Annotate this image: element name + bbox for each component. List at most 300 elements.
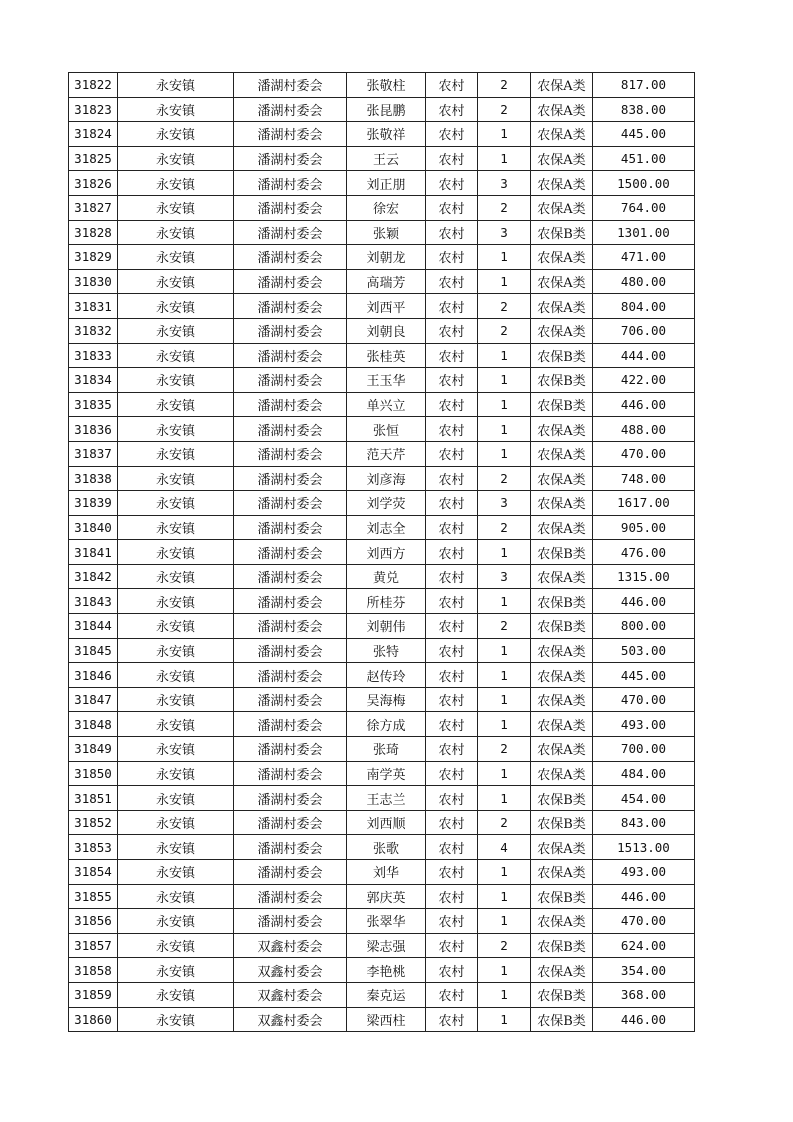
cell-insurance-category: 农保A类	[531, 515, 593, 540]
cell-amount: 1500.00	[593, 171, 695, 196]
cell-insurance-category: 农保B类	[531, 933, 593, 958]
cell-person-name: 张琦	[347, 737, 426, 762]
cell-village-committee: 潘湖村委会	[234, 712, 347, 737]
cell-town: 永安镇	[118, 392, 234, 417]
cell-person-name: 刘朝伟	[347, 614, 426, 639]
cell-area-type: 农村	[426, 909, 478, 934]
cell-record-id: 31859	[69, 982, 118, 1007]
cell-area-type: 农村	[426, 933, 478, 958]
cell-household-size: 2	[478, 195, 531, 220]
cell-insurance-category: 农保A类	[531, 318, 593, 343]
cell-town: 永安镇	[118, 933, 234, 958]
table-row	[69, 73, 695, 98]
cell-village-committee: 潘湖村委会	[234, 294, 347, 319]
cell-person-name: 王云	[347, 146, 426, 171]
cell-person-name: 所桂芬	[347, 589, 426, 614]
table-row	[69, 1007, 695, 1032]
table-row	[69, 909, 695, 934]
table-row	[69, 491, 695, 516]
cell-village-committee: 潘湖村委会	[234, 245, 347, 270]
cell-insurance-category: 农保A类	[531, 97, 593, 122]
cell-village-committee: 潘湖村委会	[234, 466, 347, 491]
cell-town: 永安镇	[118, 860, 234, 885]
cell-person-name: 刘西平	[347, 294, 426, 319]
cell-village-committee: 潘湖村委会	[234, 417, 347, 442]
cell-town: 永安镇	[118, 786, 234, 811]
cell-household-size: 2	[478, 810, 531, 835]
cell-area-type: 农村	[426, 441, 478, 466]
cell-person-name: 刘志全	[347, 515, 426, 540]
cell-village-committee: 双鑫村委会	[234, 1007, 347, 1032]
cell-record-id: 31843	[69, 589, 118, 614]
cell-area-type: 农村	[426, 195, 478, 220]
cell-village-committee: 潘湖村委会	[234, 860, 347, 885]
cell-amount: 470.00	[593, 441, 695, 466]
cell-insurance-category: 农保A类	[531, 737, 593, 762]
cell-record-id: 31828	[69, 220, 118, 245]
cell-record-id: 31834	[69, 368, 118, 393]
cell-insurance-category: 农保A类	[531, 73, 593, 98]
cell-amount: 444.00	[593, 343, 695, 368]
cell-town: 永安镇	[118, 269, 234, 294]
cell-town: 永安镇	[118, 368, 234, 393]
cell-area-type: 农村	[426, 392, 478, 417]
cell-record-id: 31850	[69, 761, 118, 786]
table-row	[69, 786, 695, 811]
cell-area-type: 农村	[426, 146, 478, 171]
table-row	[69, 368, 695, 393]
cell-amount: 905.00	[593, 515, 695, 540]
cell-village-committee: 双鑫村委会	[234, 933, 347, 958]
cell-town: 永安镇	[118, 540, 234, 565]
cell-amount: 1315.00	[593, 564, 695, 589]
cell-insurance-category: 农保B类	[531, 614, 593, 639]
cell-village-committee: 潘湖村委会	[234, 491, 347, 516]
cell-village-committee: 潘湖村委会	[234, 171, 347, 196]
cell-amount: 484.00	[593, 761, 695, 786]
cell-household-size: 2	[478, 73, 531, 98]
table-row	[69, 687, 695, 712]
cell-insurance-category: 农保A类	[531, 441, 593, 466]
cell-insurance-category: 农保A类	[531, 909, 593, 934]
cell-person-name: 范天芹	[347, 441, 426, 466]
cell-village-committee: 潘湖村委会	[234, 441, 347, 466]
table-row	[69, 958, 695, 983]
cell-household-size: 1	[478, 122, 531, 147]
cell-record-id: 31846	[69, 663, 118, 688]
table-row	[69, 294, 695, 319]
cell-village-committee: 潘湖村委会	[234, 687, 347, 712]
cell-person-name: 黄兑	[347, 564, 426, 589]
cell-area-type: 农村	[426, 171, 478, 196]
table-row	[69, 171, 695, 196]
cell-area-type: 农村	[426, 786, 478, 811]
cell-town: 永安镇	[118, 909, 234, 934]
cell-household-size: 1	[478, 958, 531, 983]
cell-person-name: 张敬祥	[347, 122, 426, 147]
cell-town: 永安镇	[118, 638, 234, 663]
cell-village-committee: 潘湖村委会	[234, 909, 347, 934]
cell-amount: 454.00	[593, 786, 695, 811]
cell-amount: 368.00	[593, 982, 695, 1007]
cell-household-size: 1	[478, 1007, 531, 1032]
cell-area-type: 农村	[426, 810, 478, 835]
cell-insurance-category: 农保A类	[531, 835, 593, 860]
cell-insurance-category: 农保A类	[531, 712, 593, 737]
cell-record-id: 31849	[69, 737, 118, 762]
cell-amount: 470.00	[593, 909, 695, 934]
cell-area-type: 农村	[426, 515, 478, 540]
cell-area-type: 农村	[426, 368, 478, 393]
cell-area-type: 农村	[426, 884, 478, 909]
cell-insurance-category: 农保A类	[531, 146, 593, 171]
table-row	[69, 466, 695, 491]
cell-household-size: 1	[478, 712, 531, 737]
cell-town: 永安镇	[118, 466, 234, 491]
cell-record-id: 31825	[69, 146, 118, 171]
cell-area-type: 农村	[426, 958, 478, 983]
cell-household-size: 1	[478, 589, 531, 614]
cell-household-size: 1	[478, 687, 531, 712]
cell-person-name: 张恒	[347, 417, 426, 442]
cell-person-name: 秦克运	[347, 982, 426, 1007]
cell-household-size: 1	[478, 441, 531, 466]
cell-record-id: 31839	[69, 491, 118, 516]
cell-area-type: 农村	[426, 614, 478, 639]
cell-amount: 1617.00	[593, 491, 695, 516]
cell-area-type: 农村	[426, 466, 478, 491]
cell-town: 永安镇	[118, 982, 234, 1007]
cell-household-size: 2	[478, 318, 531, 343]
cell-insurance-category: 农保A类	[531, 269, 593, 294]
cell-area-type: 农村	[426, 1007, 478, 1032]
cell-amount: 764.00	[593, 195, 695, 220]
table-row	[69, 835, 695, 860]
cell-person-name: 郭庆英	[347, 884, 426, 909]
cell-area-type: 农村	[426, 343, 478, 368]
cell-village-committee: 潘湖村委会	[234, 564, 347, 589]
cell-household-size: 1	[478, 540, 531, 565]
cell-village-committee: 双鑫村委会	[234, 982, 347, 1007]
cell-town: 永安镇	[118, 171, 234, 196]
cell-record-id: 31837	[69, 441, 118, 466]
cell-household-size: 4	[478, 835, 531, 860]
cell-insurance-category: 农保B类	[531, 343, 593, 368]
cell-record-id: 31853	[69, 835, 118, 860]
table-row	[69, 810, 695, 835]
cell-household-size: 3	[478, 220, 531, 245]
cell-village-committee: 潘湖村委会	[234, 343, 347, 368]
cell-area-type: 农村	[426, 860, 478, 885]
cell-village-committee: 潘湖村委会	[234, 368, 347, 393]
cell-town: 永安镇	[118, 515, 234, 540]
cell-village-committee: 潘湖村委会	[234, 540, 347, 565]
table-row	[69, 220, 695, 245]
cell-village-committee: 潘湖村委会	[234, 318, 347, 343]
cell-record-id: 31842	[69, 564, 118, 589]
cell-amount: 748.00	[593, 466, 695, 491]
cell-insurance-category: 农保A类	[531, 195, 593, 220]
cell-town: 永安镇	[118, 712, 234, 737]
cell-village-committee: 潘湖村委会	[234, 269, 347, 294]
cell-village-committee: 潘湖村委会	[234, 122, 347, 147]
cell-amount: 446.00	[593, 884, 695, 909]
table-row	[69, 663, 695, 688]
cell-person-name: 刘彦海	[347, 466, 426, 491]
cell-person-name: 梁西柱	[347, 1007, 426, 1032]
cell-insurance-category: 农保A类	[531, 958, 593, 983]
cell-insurance-category: 农保A类	[531, 491, 593, 516]
cell-record-id: 31840	[69, 515, 118, 540]
table-row	[69, 343, 695, 368]
cell-village-committee: 潘湖村委会	[234, 73, 347, 98]
table-row	[69, 933, 695, 958]
cell-area-type: 农村	[426, 491, 478, 516]
cell-person-name: 张翠华	[347, 909, 426, 934]
cell-amount: 503.00	[593, 638, 695, 663]
cell-area-type: 农村	[426, 220, 478, 245]
cell-village-committee: 双鑫村委会	[234, 958, 347, 983]
cell-household-size: 2	[478, 294, 531, 319]
cell-household-size: 1	[478, 860, 531, 885]
cell-amount: 451.00	[593, 146, 695, 171]
table-row	[69, 589, 695, 614]
cell-town: 永安镇	[118, 884, 234, 909]
table-row	[69, 860, 695, 885]
cell-insurance-category: 农保A类	[531, 638, 593, 663]
cell-household-size: 1	[478, 417, 531, 442]
cell-village-committee: 潘湖村委会	[234, 392, 347, 417]
cell-person-name: 刘正朋	[347, 171, 426, 196]
cell-household-size: 1	[478, 343, 531, 368]
cell-household-size: 1	[478, 909, 531, 934]
table-row	[69, 614, 695, 639]
cell-person-name: 张桂英	[347, 343, 426, 368]
cell-area-type: 农村	[426, 417, 478, 442]
cell-household-size: 1	[478, 392, 531, 417]
cell-village-committee: 潘湖村委会	[234, 515, 347, 540]
cell-town: 永安镇	[118, 122, 234, 147]
cell-amount: 804.00	[593, 294, 695, 319]
cell-record-id: 31838	[69, 466, 118, 491]
cell-record-id: 31823	[69, 97, 118, 122]
cell-village-committee: 潘湖村委会	[234, 195, 347, 220]
cell-insurance-category: 农保A类	[531, 245, 593, 270]
cell-person-name: 单兴立	[347, 392, 426, 417]
cell-person-name: 张歌	[347, 835, 426, 860]
cell-town: 永安镇	[118, 195, 234, 220]
table-body	[69, 73, 695, 1032]
cell-person-name: 徐宏	[347, 195, 426, 220]
cell-village-committee: 潘湖村委会	[234, 786, 347, 811]
cell-record-id: 31835	[69, 392, 118, 417]
cell-person-name: 王玉华	[347, 368, 426, 393]
cell-person-name: 李艳桃	[347, 958, 426, 983]
table-row	[69, 269, 695, 294]
cell-person-name: 梁志强	[347, 933, 426, 958]
cell-amount: 706.00	[593, 318, 695, 343]
cell-insurance-category: 农保B类	[531, 810, 593, 835]
cell-village-committee: 潘湖村委会	[234, 614, 347, 639]
cell-insurance-category: 农保A类	[531, 663, 593, 688]
cell-town: 永安镇	[118, 663, 234, 688]
cell-insurance-category: 农保A类	[531, 417, 593, 442]
cell-insurance-category: 农保B类	[531, 392, 593, 417]
cell-area-type: 农村	[426, 564, 478, 589]
cell-town: 永安镇	[118, 958, 234, 983]
cell-insurance-category: 农保A类	[531, 466, 593, 491]
cell-area-type: 农村	[426, 73, 478, 98]
cell-record-id: 31844	[69, 614, 118, 639]
cell-area-type: 农村	[426, 540, 478, 565]
cell-insurance-category: 农保B类	[531, 589, 593, 614]
cell-amount: 800.00	[593, 614, 695, 639]
cell-area-type: 农村	[426, 982, 478, 1007]
table-row	[69, 441, 695, 466]
cell-amount: 422.00	[593, 368, 695, 393]
table-row	[69, 97, 695, 122]
cell-person-name: 刘西顺	[347, 810, 426, 835]
cell-town: 永安镇	[118, 761, 234, 786]
cell-person-name: 张昆鹏	[347, 97, 426, 122]
cell-amount: 493.00	[593, 712, 695, 737]
cell-record-id: 31822	[69, 73, 118, 98]
table-row	[69, 638, 695, 663]
cell-household-size: 3	[478, 564, 531, 589]
cell-record-id: 31833	[69, 343, 118, 368]
cell-village-committee: 潘湖村委会	[234, 589, 347, 614]
cell-town: 永安镇	[118, 491, 234, 516]
cell-amount: 493.00	[593, 860, 695, 885]
cell-insurance-category: 农保B类	[531, 884, 593, 909]
cell-insurance-category: 农保A类	[531, 761, 593, 786]
cell-record-id: 31824	[69, 122, 118, 147]
cell-area-type: 农村	[426, 294, 478, 319]
cell-record-id: 31860	[69, 1007, 118, 1032]
cell-town: 永安镇	[118, 810, 234, 835]
cell-amount: 700.00	[593, 737, 695, 762]
cell-area-type: 农村	[426, 663, 478, 688]
cell-insurance-category: 农保B类	[531, 1007, 593, 1032]
cell-area-type: 农村	[426, 269, 478, 294]
table-row	[69, 122, 695, 147]
cell-area-type: 农村	[426, 761, 478, 786]
cell-amount: 1513.00	[593, 835, 695, 860]
cell-town: 永安镇	[118, 97, 234, 122]
cell-record-id: 31852	[69, 810, 118, 835]
cell-area-type: 农村	[426, 835, 478, 860]
cell-town: 永安镇	[118, 73, 234, 98]
cell-person-name: 赵传玲	[347, 663, 426, 688]
cell-household-size: 1	[478, 638, 531, 663]
cell-insurance-category: 农保A类	[531, 171, 593, 196]
cell-village-committee: 潘湖村委会	[234, 835, 347, 860]
cell-person-name: 徐方成	[347, 712, 426, 737]
cell-village-committee: 潘湖村委会	[234, 146, 347, 171]
cell-household-size: 2	[478, 737, 531, 762]
cell-town: 永安镇	[118, 343, 234, 368]
cell-village-committee: 潘湖村委会	[234, 97, 347, 122]
cell-town: 永安镇	[118, 146, 234, 171]
cell-insurance-category: 农保A类	[531, 860, 593, 885]
cell-village-committee: 潘湖村委会	[234, 810, 347, 835]
cell-amount: 446.00	[593, 1007, 695, 1032]
table-row	[69, 564, 695, 589]
cell-amount: 488.00	[593, 417, 695, 442]
cell-town: 永安镇	[118, 220, 234, 245]
cell-person-name: 张特	[347, 638, 426, 663]
cell-village-committee: 潘湖村委会	[234, 761, 347, 786]
cell-town: 永安镇	[118, 589, 234, 614]
cell-amount: 446.00	[593, 589, 695, 614]
cell-record-id: 31827	[69, 195, 118, 220]
cell-insurance-category: 农保B类	[531, 220, 593, 245]
table-row	[69, 982, 695, 1007]
cell-town: 永安镇	[118, 1007, 234, 1032]
cell-household-size: 3	[478, 491, 531, 516]
cell-household-size: 2	[478, 466, 531, 491]
cell-village-committee: 潘湖村委会	[234, 220, 347, 245]
cell-insurance-category: 农保B类	[531, 540, 593, 565]
cell-insurance-category: 农保A类	[531, 687, 593, 712]
cell-area-type: 农村	[426, 638, 478, 663]
cell-town: 永安镇	[118, 687, 234, 712]
cell-area-type: 农村	[426, 318, 478, 343]
cell-household-size: 2	[478, 933, 531, 958]
cell-record-id: 31848	[69, 712, 118, 737]
cell-record-id: 31826	[69, 171, 118, 196]
table-row	[69, 195, 695, 220]
cell-household-size: 1	[478, 146, 531, 171]
cell-area-type: 农村	[426, 122, 478, 147]
table-row	[69, 737, 695, 762]
cell-area-type: 农村	[426, 687, 478, 712]
cell-town: 永安镇	[118, 417, 234, 442]
cell-village-committee: 潘湖村委会	[234, 638, 347, 663]
cell-town: 永安镇	[118, 441, 234, 466]
cell-area-type: 农村	[426, 712, 478, 737]
cell-household-size: 1	[478, 368, 531, 393]
cell-household-size: 2	[478, 614, 531, 639]
cell-amount: 624.00	[593, 933, 695, 958]
cell-amount: 838.00	[593, 97, 695, 122]
table-row	[69, 712, 695, 737]
benefit-record-table	[68, 72, 695, 1032]
cell-amount: 470.00	[593, 687, 695, 712]
cell-amount: 354.00	[593, 958, 695, 983]
cell-record-id: 31832	[69, 318, 118, 343]
cell-amount: 843.00	[593, 810, 695, 835]
cell-amount: 476.00	[593, 540, 695, 565]
cell-town: 永安镇	[118, 294, 234, 319]
table-row	[69, 392, 695, 417]
cell-record-id: 31831	[69, 294, 118, 319]
cell-insurance-category: 农保A类	[531, 294, 593, 319]
cell-insurance-category: 农保B类	[531, 982, 593, 1007]
cell-person-name: 刘西方	[347, 540, 426, 565]
cell-household-size: 1	[478, 245, 531, 270]
cell-household-size: 1	[478, 982, 531, 1007]
cell-amount: 446.00	[593, 392, 695, 417]
cell-insurance-category: 农保A类	[531, 122, 593, 147]
cell-record-id: 31856	[69, 909, 118, 934]
cell-person-name: 张颖	[347, 220, 426, 245]
cell-insurance-category: 农保B类	[531, 786, 593, 811]
cell-village-committee: 潘湖村委会	[234, 737, 347, 762]
cell-person-name: 刘华	[347, 860, 426, 885]
cell-household-size: 1	[478, 663, 531, 688]
cell-record-id: 31851	[69, 786, 118, 811]
